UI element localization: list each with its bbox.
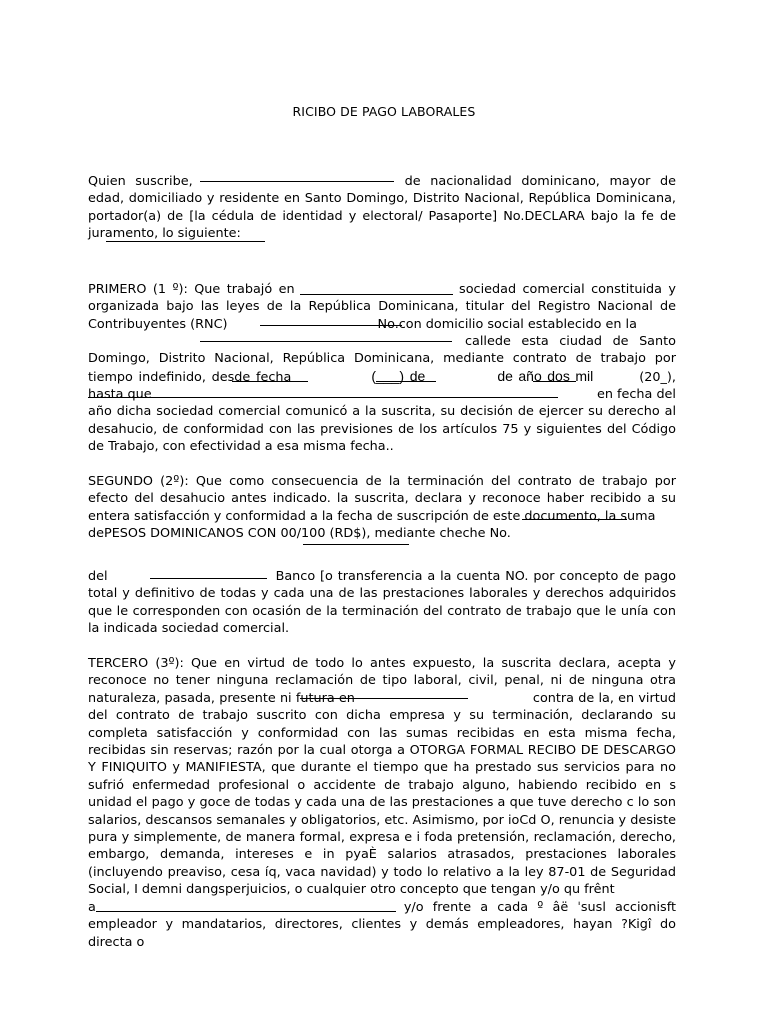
date-anio: de año dos mil (497, 367, 594, 384)
tercero-text-1: TERCERO (3º): Que en virtud de todo lo antes expuesto, la suscrita declara, acepta y reconoce no tener ninguna reclamación de tipo laboral, civil, penal, ni de ninguna otra naturaleza, pasada, presente ni futura en (88, 656, 676, 706)
amount-blank-line (522, 519, 627, 520)
tercero-text-3: a (88, 899, 96, 915)
name-blank-line (200, 181, 394, 182)
primero-text-1: PRIMERO (1 º): Que trabajó en (88, 282, 295, 297)
end-date-blank-line (88, 397, 558, 398)
year-blank-line (533, 381, 576, 382)
intro-paragraph (88, 173, 676, 243)
document-title: RICIBO DE PAGO LABORALES (292, 104, 476, 119)
day-number: (___) (371, 367, 405, 384)
month-blank-line (376, 381, 436, 382)
tercero-text-2: contra de la, en virtud del contrato de trabajo suscrito con dicha empresa y su terminación, declarando su completa satisfacción y conformidad con las sumas recibidas en esta misma fecha, recibidas sin reservas; razón por la cual otorga a OTORGA FORMAL RECIBO DE DESCARGO Y FINIQUITO y MANIFIESTA, que durante el tiempo que ha prestado sus servicios para no sufrió enfermedad profesional o accidente de trabajo alguno, habiendo recibido en s unidad el pago y goce de todas y cada una de las prestaciones a que tuve derecho c lo son salarios, descansos semanales y obligatorios, etc. Asimismo, por ioCd O, renuncia y desiste pura y simplemente, de manera formal, expresa e i foda pretensión, reclamación, derecho, embargo, demanda, intereses e in pyaÈ salarios atrasados, prestaciones laborales (incluyendo preaviso, cesa íq, vaca navidad) y todo lo relativo a la ley 87-01 de Seguridad Social, I demni dangsperjuicios, o cualquier otro concepto que tengan y/o qu frênt (88, 690, 676, 898)
banco-text-2: Banco [o transferencia a la cuenta NO. por concepto de pago total y definitivo de todas y cada una de las prestaciones laborales y derechos adquiridos que le corresponden con ocasión de la terminación del contrato de trabajo que le unía con la indicada sociedad comercial. (88, 569, 676, 637)
bank-blank-line (150, 578, 267, 579)
primero-text-7: año dicha sociedad comercial comunicó a la suscrita, su decisión de ejercer su derecho al desahucio, de conformidad con las previsiones de los artículos 75 y siguientes del Código de Trabajo, con efectividad a esa misma fecha.. (88, 404, 676, 455)
start-date-blank-line (232, 381, 308, 382)
segundo-paragraph (88, 473, 676, 543)
rd-underline (303, 544, 409, 545)
primero-text-5: (20_), hasta que (88, 369, 676, 403)
segundo-text-2: dePESOS DOMINICANOS CON 00/100 (RD$), mediante cheche No. (88, 526, 511, 542)
segundo-text-1: SEGUNDO (2º): Que como consecuencia de la terminación del contrato de trabajo por efecto del desahucio antes indicado. la suscrita, declara y reconoce haber recibido a su entera satisfacción y conformidad a la fecha de suscripción de este documento, la suma (88, 474, 676, 524)
company-blank-line (300, 294, 453, 295)
rnc-blank-line (260, 325, 402, 326)
primero-text-3: No.con domicilio social establecido en la (377, 316, 637, 332)
primero-text-6: en fecha del (596, 387, 676, 402)
tercero-text-4: y/o frente a cada º âë ˈsusl accionisft empleador y mandatarios, directores, clientes y demás empleadores, hayan ?Kigî do directa o (88, 899, 676, 950)
frente-blank-line (96, 911, 396, 912)
banco-text-1: del (88, 569, 108, 584)
primero-text-2: sociedad comercial constituida y organizada bajo las leyes de la República Dominicana, titular del Registro Nacional de Contribuyentes (RNC) (88, 282, 676, 332)
intro-text-start: Quien suscribe, (88, 174, 193, 189)
tercero-paragraph (88, 655, 676, 951)
intro-text-rest: de nacionalidad dominicano, mayor de edad, domiciliado y residente en Santo Domingo, Distrito Nacional, República Dominicana, portador(a) de [la cédula de identidad y electoral/ Pasaporte] No.DECLARA bajo la fe de juramento, lo siguiente: (88, 174, 676, 242)
primero-text-4: callede esta ciudad de Santo Domingo, Distrito Nacional, República Dominicana, mediante contrato de trabajo por tiempo indefinido, desde fecha (88, 334, 676, 385)
date-de: de (409, 367, 426, 384)
juramento-underline (106, 241, 265, 242)
tercero-company-blank-line (300, 698, 468, 699)
